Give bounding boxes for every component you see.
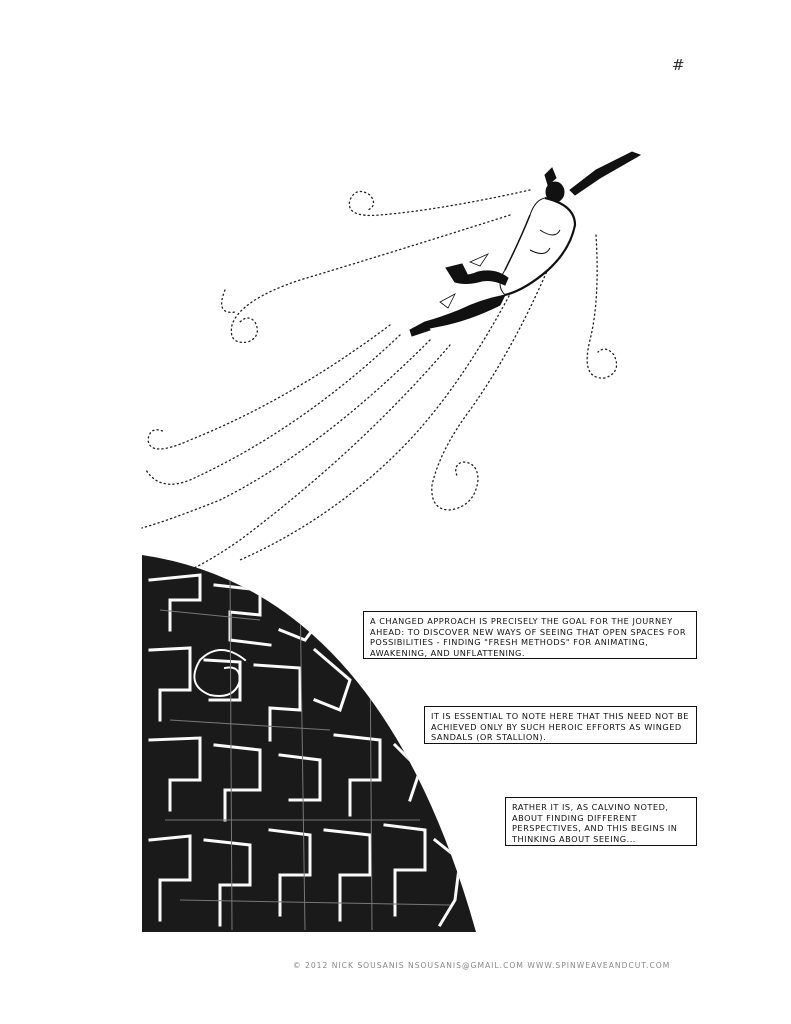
wind-trail-9 — [240, 245, 535, 560]
wind-trail-3 — [148, 325, 390, 449]
wind-trail-7 — [587, 235, 616, 378]
wind-trail-1 — [349, 190, 530, 215]
wind-trail-10 — [222, 290, 235, 312]
wind-trail-4 — [146, 335, 400, 484]
caption-box-3: RATHER IT IS, AS CALVINO NOTED, ABOUT FINDING DIFFERENT PERSPECTIVES, AND THIS BEGINS IN THINKING ABOUT SEEING... — [505, 797, 697, 846]
caption-box-2: IT IS ESSENTIAL TO NOTE HERE THAT THIS NEED NOT BE ACHIEVED ONLY BY SUCH HEROIC EFFORTS AS WINGED SANDALS (OR STALLION). — [424, 706, 697, 744]
wind-trail-6 — [160, 345, 450, 580]
flying-figure — [410, 152, 640, 336]
caption-box-1: A CHANGED APPROACH IS PRECISELY THE GOAL FOR THE JOURNEY AHEAD: TO DISCOVER NEW WAYS OF SEEING THAT OPEN SPACES FOR POSSIBILITIES - FINDING "FRESH METHODS" FOR ANIMATING, AWAKENING, AND UNFLATTENING. — [363, 611, 697, 659]
wind-trail-5 — [142, 340, 430, 528]
footer-credit: © 2012 NICK SOUSANIS NSOUSANIS@GMAIL.COM WWW.SPINWEAVEANDCUT.COM — [293, 961, 671, 970]
page-number: # — [672, 56, 685, 74]
